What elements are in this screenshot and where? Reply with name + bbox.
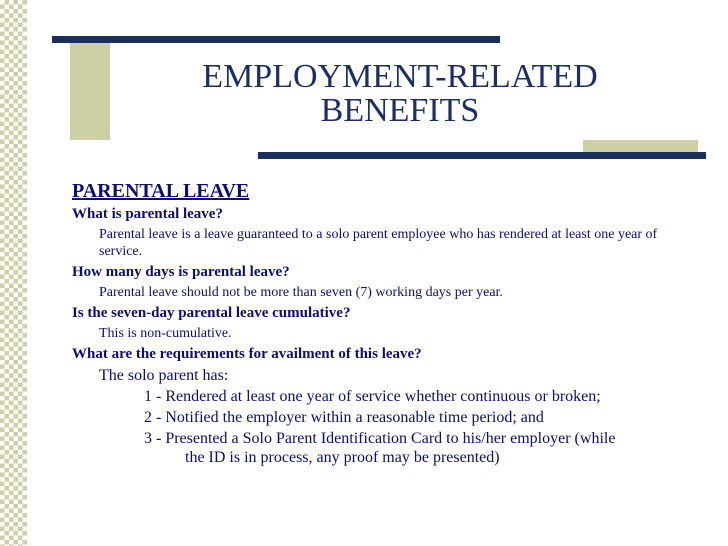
slide-title-line2: BENEFITS [320, 92, 480, 129]
requirements-intro: The solo parent has: [99, 367, 229, 384]
section-heading: PARENTAL LEAVE [72, 180, 250, 202]
answer-2: Parental leave should not be more than seven (7) working days per year. [99, 285, 503, 300]
slide-title [130, 60, 670, 128]
slide-title-line1: EMPLOYMENT-RELATED [202, 58, 598, 95]
question-1: What is parental leave? [72, 206, 223, 222]
decorative-bar-top [52, 36, 500, 43]
requirement-item-1: 1 - Rendered at least one year of service whether continuous or broken; [144, 388, 601, 405]
question-2: How many days is parental leave? [72, 264, 290, 280]
slide-body [72, 180, 722, 467]
requirement-item-2: 2 - Notified the employer within a reasonable time period; and [144, 409, 544, 426]
answer-1: Parental leave is a leave guaranteed to a solo parent employee who has rendered at least one year of service. [99, 227, 658, 259]
decorative-tan-block-top [70, 36, 110, 140]
question-4: What are the requirements for availment of this leave? [72, 346, 422, 362]
decorative-bar-bottom [258, 152, 706, 159]
decorative-checker-strip [0, 0, 27, 546]
requirement-item-3: 3 - Presented a Solo Parent Identification Card to his/her employer (while [144, 430, 616, 447]
question-3: Is the seven-day parental leave cumulative? [72, 305, 351, 321]
answer-3: This is non-cumulative. [99, 326, 232, 341]
requirement-item-3-continuation: the ID is in process, any proof may be presented) [185, 449, 500, 466]
